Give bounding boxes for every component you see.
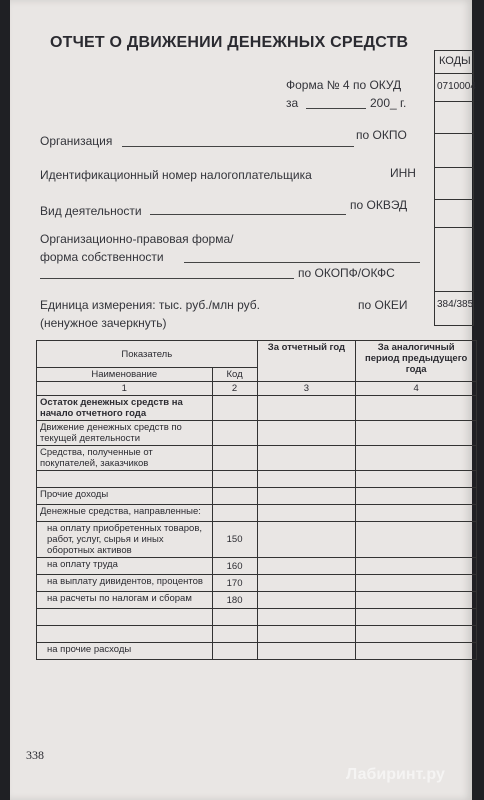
row-previous-value[interactable] <box>356 592 477 609</box>
row-name: Денежные средства, направленные: <box>37 505 213 522</box>
row-previous-value[interactable] <box>356 558 477 575</box>
row-previous-value[interactable] <box>356 488 477 505</box>
row-previous-value[interactable] <box>356 626 477 643</box>
period-prefix: за <box>286 96 299 110</box>
row-name: на оплату труда <box>37 558 213 575</box>
row-previous-value[interactable] <box>356 609 477 626</box>
organization-label: Организация <box>40 134 113 148</box>
row-code: 150 <box>212 522 257 558</box>
row-reporting-value[interactable] <box>257 643 356 660</box>
table-row <box>37 505 477 522</box>
row-code: 180 <box>212 592 257 609</box>
ownership-field[interactable] <box>184 262 420 263</box>
activity-label: Вид деятельности <box>40 204 142 218</box>
unit-label: Единица измерения: тыс. руб./млн руб. <box>40 298 260 312</box>
row-previous-value[interactable] <box>356 421 477 446</box>
row-name <box>37 471 213 488</box>
row-name: Остаток денежных средств на начало отчетного года <box>37 396 213 421</box>
table-row <box>37 643 477 660</box>
row-reporting-value[interactable] <box>257 446 356 471</box>
unit-note: (ненужное зачеркнуть) <box>40 316 167 330</box>
row-reporting-value[interactable] <box>257 558 356 575</box>
table-row <box>37 396 477 421</box>
okud-code: 0710004 <box>437 81 476 92</box>
row-code <box>212 446 257 471</box>
row-reporting-value[interactable] <box>257 592 356 609</box>
row-name <box>37 626 213 643</box>
row-name: Прочие доходы <box>37 488 213 505</box>
row-previous-value[interactable] <box>356 575 477 592</box>
row-name <box>37 609 213 626</box>
legal-form-field[interactable] <box>40 278 294 279</box>
okopf-label: по ОКОПФ/ОКФС <box>298 266 395 280</box>
row-reporting-value[interactable] <box>257 575 356 592</box>
cash-flow-table <box>36 340 477 660</box>
col-number: 1 <box>37 382 213 396</box>
okei-label: по ОКЕИ <box>358 298 408 312</box>
table-row <box>37 421 477 446</box>
header-indicator: Показатель <box>37 341 258 368</box>
row-previous-value[interactable] <box>356 396 477 421</box>
row-code: 170 <box>212 575 257 592</box>
row-code <box>212 488 257 505</box>
header-code: Код <box>212 368 257 382</box>
col-number: 4 <box>356 382 477 396</box>
row-reporting-value[interactable] <box>257 522 356 558</box>
row-name: на оплату приобретенных товаров, работ, услуг, сырья и иных оборотных активов <box>37 522 213 558</box>
row-previous-value[interactable] <box>356 522 477 558</box>
row-code <box>212 396 257 421</box>
document-page <box>10 0 476 800</box>
table-row <box>37 575 477 592</box>
row-reporting-value[interactable] <box>257 609 356 626</box>
row-previous-value[interactable] <box>356 505 477 522</box>
row-previous-value[interactable] <box>356 471 477 488</box>
row-previous-value[interactable] <box>356 446 477 471</box>
okpo-label: по ОКПО <box>356 128 407 142</box>
codes-box <box>434 50 474 326</box>
row-reporting-value[interactable] <box>257 488 356 505</box>
table-row <box>37 592 477 609</box>
row-name: Средства, полученные от покупателей, заказчиков <box>37 446 213 471</box>
codes-header: КОДЫ <box>439 55 471 67</box>
table-row <box>37 558 477 575</box>
form-number: Форма № 4 по ОКУД <box>286 78 402 92</box>
row-reporting-value[interactable] <box>257 396 356 421</box>
table-row <box>37 446 477 471</box>
inn-label: Идентификационный номер налогоплательщика <box>40 168 312 182</box>
legal-form-label: Организационно-правовая форма/ <box>40 232 234 246</box>
row-name: на расчеты по налогам и сборам <box>37 592 213 609</box>
page-number: 338 <box>26 748 44 762</box>
row-name: на прочие расходы <box>37 643 213 660</box>
okved-label: по ОКВЭД <box>350 198 408 212</box>
table-row <box>37 488 477 505</box>
row-code <box>212 471 257 488</box>
row-name: Движение денежных средств по текущей деятельности <box>37 421 213 446</box>
table-row <box>37 522 477 558</box>
table-row <box>37 626 477 643</box>
col-number: 3 <box>257 382 356 396</box>
activity-field[interactable] <box>150 214 346 215</box>
period-year: 200_ г. <box>370 96 407 110</box>
row-name: на выплату дивидентов, процентов <box>37 575 213 592</box>
watermark: Лабиринт.ру <box>346 766 445 783</box>
table-row <box>37 471 477 488</box>
row-code <box>212 626 257 643</box>
page-title: ОТЧЕТ О ДВИЖЕНИИ ДЕНЕЖНЫХ СРЕДСТВ <box>50 34 409 51</box>
row-code <box>212 609 257 626</box>
col-number: 2 <box>212 382 257 396</box>
row-code <box>212 505 257 522</box>
okei-code: 384/385 <box>437 299 474 310</box>
header-previous-year: За аналогичный период предыдущего года <box>356 341 477 382</box>
row-code <box>212 421 257 446</box>
row-reporting-value[interactable] <box>257 471 356 488</box>
organization-field[interactable] <box>122 146 354 147</box>
row-code: 160 <box>212 558 257 575</box>
header-name: Наименование <box>37 368 213 382</box>
row-reporting-value[interactable] <box>257 421 356 446</box>
inn-code-label: ИНН <box>390 166 416 180</box>
row-reporting-value[interactable] <box>257 505 356 522</box>
row-previous-value[interactable] <box>356 643 477 660</box>
row-reporting-value[interactable] <box>257 626 356 643</box>
ownership-label: форма собственности <box>40 250 164 264</box>
row-code <box>212 643 257 660</box>
header-reporting-year: За отчетный год <box>257 341 356 382</box>
table-row <box>37 609 477 626</box>
